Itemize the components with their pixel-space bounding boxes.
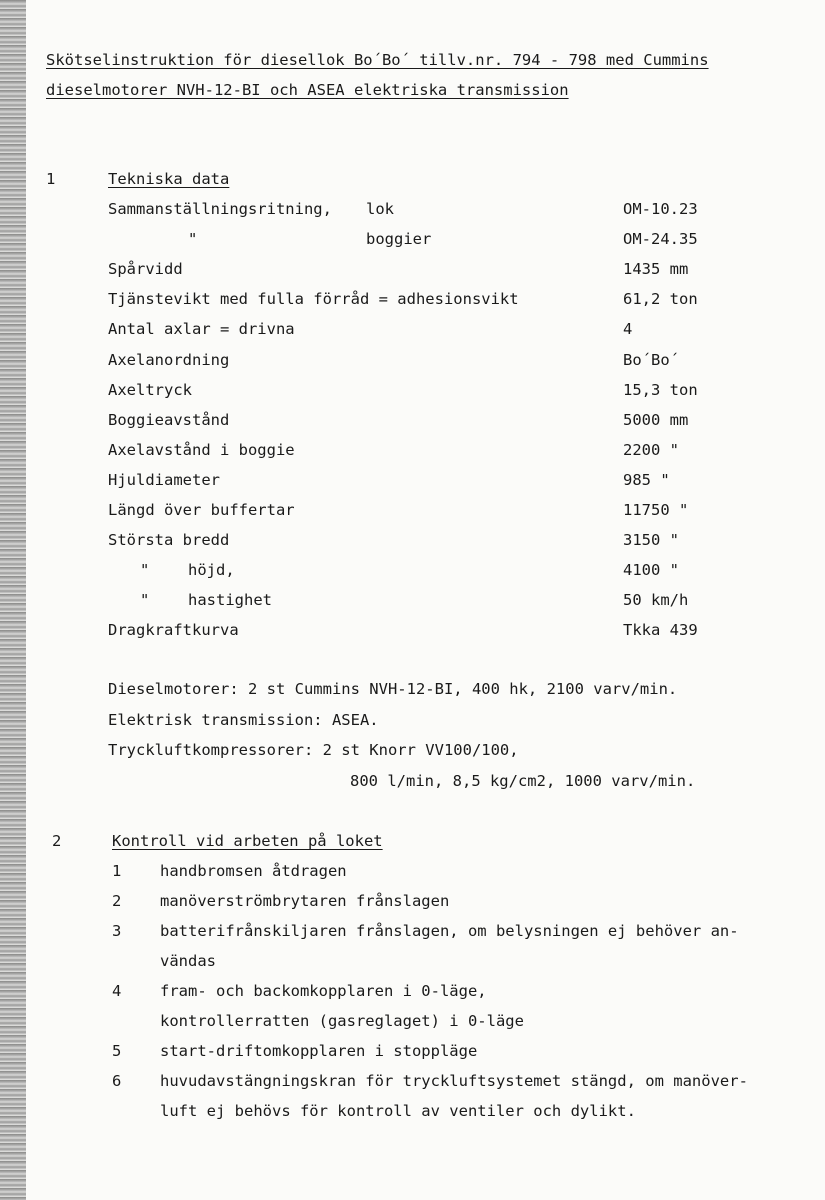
section-1-title: Tekniska data xyxy=(108,170,230,188)
checklist-item-text: start-driftomkopplaren i stoppläge xyxy=(160,1042,478,1060)
tech-data-row xyxy=(108,351,708,381)
tech-data-row xyxy=(108,411,708,441)
tech-data-value: 61,2 ton xyxy=(623,290,698,309)
tech-data-label: Största bredd xyxy=(108,531,230,550)
section-1-number: 1 xyxy=(46,170,56,188)
tech-data-row xyxy=(108,501,708,531)
tech-data-label: Antal axlar = drivna xyxy=(108,320,295,339)
checklist-item-number: 4 xyxy=(112,982,122,1000)
tech-data-value: 1435 mm xyxy=(623,260,689,279)
tech-data-row xyxy=(108,290,708,320)
checklist-item-number: 3 xyxy=(112,922,122,940)
checklist-item-text: huvudavstängningskran för tryckluftsystemet stängd, om manöver- xyxy=(160,1072,748,1090)
tech-data-row xyxy=(108,591,708,621)
tech-data-row xyxy=(108,441,708,471)
tech-data-value: 11750 " xyxy=(623,501,689,519)
tech-data-value: 2200 " xyxy=(623,440,679,459)
tech-data-row xyxy=(108,531,708,561)
tech-data-label: Axelavstånd i boggie xyxy=(108,440,295,459)
tech-data-row xyxy=(108,381,708,411)
tech-data-label: Boggieavstånd xyxy=(108,410,230,429)
checklist-item-text: luft ej behövs för kontroll av ventiler och dylikt. xyxy=(160,1102,636,1120)
tech-data-value: 5000 mm xyxy=(623,410,689,429)
tech-data-sublabel: hastighet xyxy=(188,591,272,610)
checklist-item-text: batterifrånskiljaren frånslagen, om belysningen ej behöver an- xyxy=(160,922,739,940)
document-title xyxy=(46,45,786,105)
tech-data-value: Bo´Bo´ xyxy=(623,350,679,369)
checklist-item-text: manöverströmbrytaren frånslagen xyxy=(160,892,450,910)
tech-data-row xyxy=(108,230,708,260)
tech-data-value: 985 " xyxy=(623,470,670,489)
tech-data-value: 4 xyxy=(623,320,633,339)
transmission-line: Elektrisk transmission: ASEA. xyxy=(108,711,379,729)
tech-data-label: Axeltryck xyxy=(108,380,192,399)
section-2-number: 2 xyxy=(52,832,62,850)
tech-data-row xyxy=(108,621,708,651)
tech-data-sublabel: lok xyxy=(366,200,394,218)
tech-data-value: Tkka 439 xyxy=(623,621,698,640)
tech-data-value: 15,3 ton xyxy=(623,380,698,399)
checklist-item-number: 2 xyxy=(112,892,122,910)
tech-data-row xyxy=(108,320,708,350)
tech-data-label: Längd över buffertar xyxy=(108,501,295,519)
checklist-item-text: vändas xyxy=(160,952,216,970)
title-line-2: dieselmotorer NVH-12-BI och ASEA elektriska transmission xyxy=(46,81,569,99)
checklist-item-text: kontrollerratten (gasreglaget) i 0-läge xyxy=(160,1012,524,1030)
checklist-item-number: 1 xyxy=(112,862,122,880)
tech-data-label: " xyxy=(140,561,150,580)
checklist-item-number: 5 xyxy=(112,1042,122,1060)
tech-data-label: Sammanställningsritning, xyxy=(108,200,332,218)
scan-edge-shadow xyxy=(0,0,26,1200)
tech-data-value: 50 km/h xyxy=(623,591,689,610)
diesel-engines-line: Dieselmotorer: 2 st Cummins NVH-12-BI, 400 hk, 2100 varv/min. xyxy=(108,680,678,698)
tech-data-row xyxy=(108,561,708,591)
section-2-title: Kontroll vid arbeten på loket xyxy=(112,832,383,850)
tech-data-sublabel: boggier xyxy=(366,230,432,249)
checklist-item-text: fram- och backomkopplaren i 0-läge, xyxy=(160,982,487,1000)
tech-data-value: OM-24.35 xyxy=(623,230,698,249)
tech-data-row xyxy=(108,200,708,230)
tech-data-value: OM-10.23 xyxy=(623,200,698,218)
tech-data-label: " xyxy=(188,230,198,249)
tech-data-label: Hjuldiameter xyxy=(108,470,220,489)
tech-data-row xyxy=(108,260,708,290)
tech-data-sublabel: höjd, xyxy=(188,561,235,580)
tech-data-value: 4100 " xyxy=(623,561,679,580)
tech-data-row xyxy=(108,471,708,501)
compressors-line: Tryckluftkompressorer: 2 st Knorr VV100/100, xyxy=(108,741,519,759)
tech-data-label: Spårvidd xyxy=(108,260,183,279)
tech-data-label: Axelanordning xyxy=(108,350,230,369)
checklist-item-number: 6 xyxy=(112,1072,122,1090)
tech-data-label: Dragkraftkurva xyxy=(108,621,239,640)
title-line-1: Skötselinstruktion för diesellok Bo´Bo´ tillv.nr. 794 - 798 med Cummins xyxy=(46,51,709,69)
tech-data-label: Tjänstevikt med fulla förråd = adhesionsvikt xyxy=(108,290,519,309)
checklist-item-text: handbromsen åtdragen xyxy=(160,862,347,880)
tech-data-label: " xyxy=(140,591,150,610)
tech-data-value: 3150 " xyxy=(623,531,679,550)
compressors-line-cont: 800 l/min, 8,5 kg/cm2, 1000 varv/min. xyxy=(350,772,696,790)
